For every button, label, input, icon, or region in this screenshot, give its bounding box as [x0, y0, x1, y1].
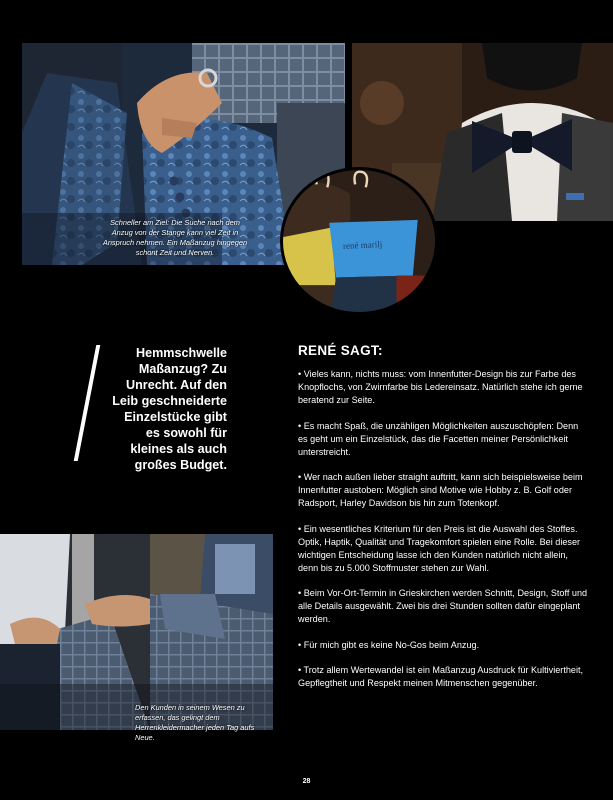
pullquote-line: es sowohl für — [145, 426, 227, 440]
pullquote-line: kleines als auch — [130, 442, 227, 456]
rene-list — [298, 368, 588, 703]
rene-item: • Wer nach außen lieber straight auftritt, kann sich beispielsweise beim Innenfutter austoben: Möglich sind Motive wie Hobby z. B. Golf oder Radsport, Harley Davidson bis hin zum Totenkopf. — [298, 472, 583, 508]
rene-item: • Trotz allem Wertewandel ist ein Maßanzug Ausdruck für Kultiviertheit, Gepflegtheit und Respekt meinen Mitmenschen gegenüber. — [298, 665, 584, 688]
rene-item: • Beim Vor-Ort-Termin in Grieskirchen werden Schnitt, Design, Stoff und alle Details ausgewählt. Zwei bis drei Stunden sollten dafür eingeplant werden. — [298, 588, 588, 624]
rene-item: • Es macht Spaß, die unzähligen Möglichkeiten auszuschöpfen: Denn es geht um ein Einzelstück, das die Facetten meiner Persönlichkeit unterstreicht. — [298, 420, 579, 457]
pullquote-line: großes Budget. — [134, 458, 227, 472]
pullquote-line: Leib geschneiderte — [112, 394, 227, 408]
pullquote-line: Einzelstücke gibt — [124, 410, 227, 424]
hanger-label: rené marilj — [342, 238, 383, 252]
rene-heading: RENÉ SAGT: — [298, 343, 383, 358]
rene-item: • Vieles kann, nichts muss: vom Innenfutter-Design bis zur Farbe des Knopflochs, von Zwirnfarbe bis Ledereinsatz. Natürlich stehe ich gerne beratend zur Seite. — [298, 369, 583, 405]
pullquote-line: Hemmschwelle — [136, 346, 227, 360]
caption-top: Schneller am Ziel: Die Suche nach dem Anzug von der Stange kann viel Zeit in Anspruch nehmen. Ein Maßanzug hingegen schont Zeit und Nerven. — [102, 218, 248, 257]
page-number: 28 — [302, 778, 311, 785]
pullquote-line: Maßanzug? Zu — [138, 362, 227, 376]
rene-item: • Ein wesentliches Kriterium für den Preis ist die Auswahl des Stoffes. Optik, Haptik, Qualität und Tragekomfort spielen eine Rolle. Bei dieser wichtigen Entscheidung lasse ich den Kunden natürlich nicht allein, denn bis zu 5.000 Stoffmuster stehen zur Wahl. — [298, 523, 581, 573]
photo-hanger-circle — [280, 167, 438, 315]
caption-bottom: Den Kunden in seinem Wesen zu erfassen, das gelingt dem Herrenkleidermacher jeden Tag aufs Neue. — [135, 703, 255, 742]
rene-item: • Für mich gibt es keine No-Gos beim Anzug. — [298, 639, 480, 650]
pullquote — [95, 345, 227, 473]
photo-tailor-fitting — [0, 534, 273, 730]
pullquote-line: Unrecht. Auf den — [126, 378, 227, 392]
